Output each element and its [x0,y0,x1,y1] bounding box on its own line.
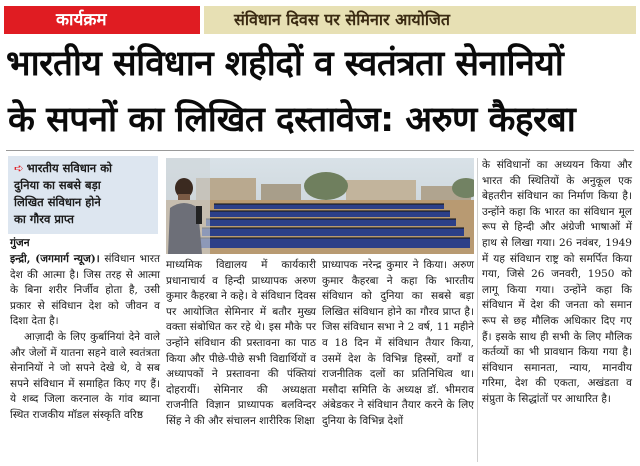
seminar-photo [166,158,474,254]
paragraph: इन्द्री, (जगमार्ग न्यूज)। संविधान भारत देश की आत्मा है। जिस तरह से आत्मा के बिना शरीर निर्जीव होता है, उसी प्रकार से संविधान देश को जीवन व दिशा देता है। [10,253,160,328]
pull-quote [8,156,158,234]
article-column-3 [322,258,474,430]
byline: गुंजन [10,237,30,249]
pull-quote-line: का गौरव प्राप्त [14,212,74,226]
column-divider [477,158,478,462]
pull-quote-line: दुनिया का सबसे बड़ा [14,178,101,192]
headline-divider [6,150,634,151]
paragraph: माध्यमिक विद्यालय में कार्यकारी प्रधानाचार्य व हिन्दी प्राध्यापक अरुण कुमार कैहरबा ने कहे। वे संविधान दिवस पर आयोजित सेमिनार में बतौर मुख्य वक्ता संबोधित कर रहे थे। इस मौके पर उन्होंने संविधान की प्रस्तावना का पाठ किया और पीछे-पीछे सभी विद्यार्थियों व अध्यापकों ने प्रस्तावना की पंक्तियां दोहरायीं। सेमिनार की अध्यक्षता राजनीति विज्ञान प्राध्यापक बलविन्दर सिंह ने की और संचालन शारीरिक शिक्षा [166,259,316,427]
pull-quote-line: ➪ भारतीय सविधान को [14,161,113,175]
article-column-1 [10,252,160,424]
arrow-icon: ➪ [14,161,24,175]
headline-line-2: के सपनों का लिखित दस्तावेज: अरुण कैहरबा [8,100,576,140]
paragraph: के संविधानों का अध्ययन किया और भारत की स्थितियों के अनुकूल एक बेहतरीन संविधान का निर्माण किया है। उन्होंने कहा कि भारत का संविधान मूल रूप से हिन्दी और अंग्रेजी भाषाओं में हाथ से लिखा गया। 26 नवंबर, 1949 में यह संविधान राष्ट्र को समर्पित किया गया, जिसे 26 जनवरी, 1950 को लागू किया गया। उन्होंने कहा कि संविधान में देश की जनता को समान रूप से छह मौलिक अधिकार दिए गए हैं। इसके साथ ही सभी के लिए मौलिक कर्तव्यों का भी प्रावधान किया गया है। संविधान समानता, न्याय, मानवीय गरिमा, देश की एकता, अखंडता व संप्रुता के सिद्धांतों पर आधारित है। [482,159,632,405]
article-column-4 [482,158,632,408]
paragraph: प्राध्यापक नरेन्द्र कुमार ने किया। अरुण कुमार कैहरबा ने कहा कि भारतीय संविधान को दुनिया का सबसे बड़ा लिखित संविधान होने का गौरव प्राप्त है। जिस संविधान सभा ने 2 वर्ष, 11 महीने व 18 दिन में संविधान तैयार किया, उसमें देश के विभिन्न हिस्सों, वर्गों व राजनीतिक दलों का प्रतिनिधित्व था। मसौदा समिति के अध्यक्ष डॉ. भीमराव अंबेडकर ने संविधान तैयार करने के लिए दुनिया के विभिन्न देशों [322,259,474,427]
paragraph: आज़ादी के लिए कुर्बानियां देने वाले और जेलों में यातना सहने वाले स्वतंत्रता सेनानियों ने जो सपने देखे थे, वे सब सपने संविधान में समाहित किए गए हैं। ये शब्द जिला करनाल के गांव ब्याना स्थित राजकीय मॉडल संस्कृति वरिष्ठ [10,330,160,421]
article-column-2 [166,258,316,430]
pull-quote-line: लिखित संविधान होने [14,195,101,209]
event-title-band: संविधान दिवस पर सेमिनार आयोजित [204,6,636,34]
dateline: इन्द्री, (जगमार्ग न्यूज)। [10,253,100,265]
students-assembly-image [166,158,474,254]
headline-line-1: भारतीय संविधान शहीदों व स्वतंत्रता सेनानियों [6,44,564,84]
section-tag: कार्यक्रम [4,6,200,34]
